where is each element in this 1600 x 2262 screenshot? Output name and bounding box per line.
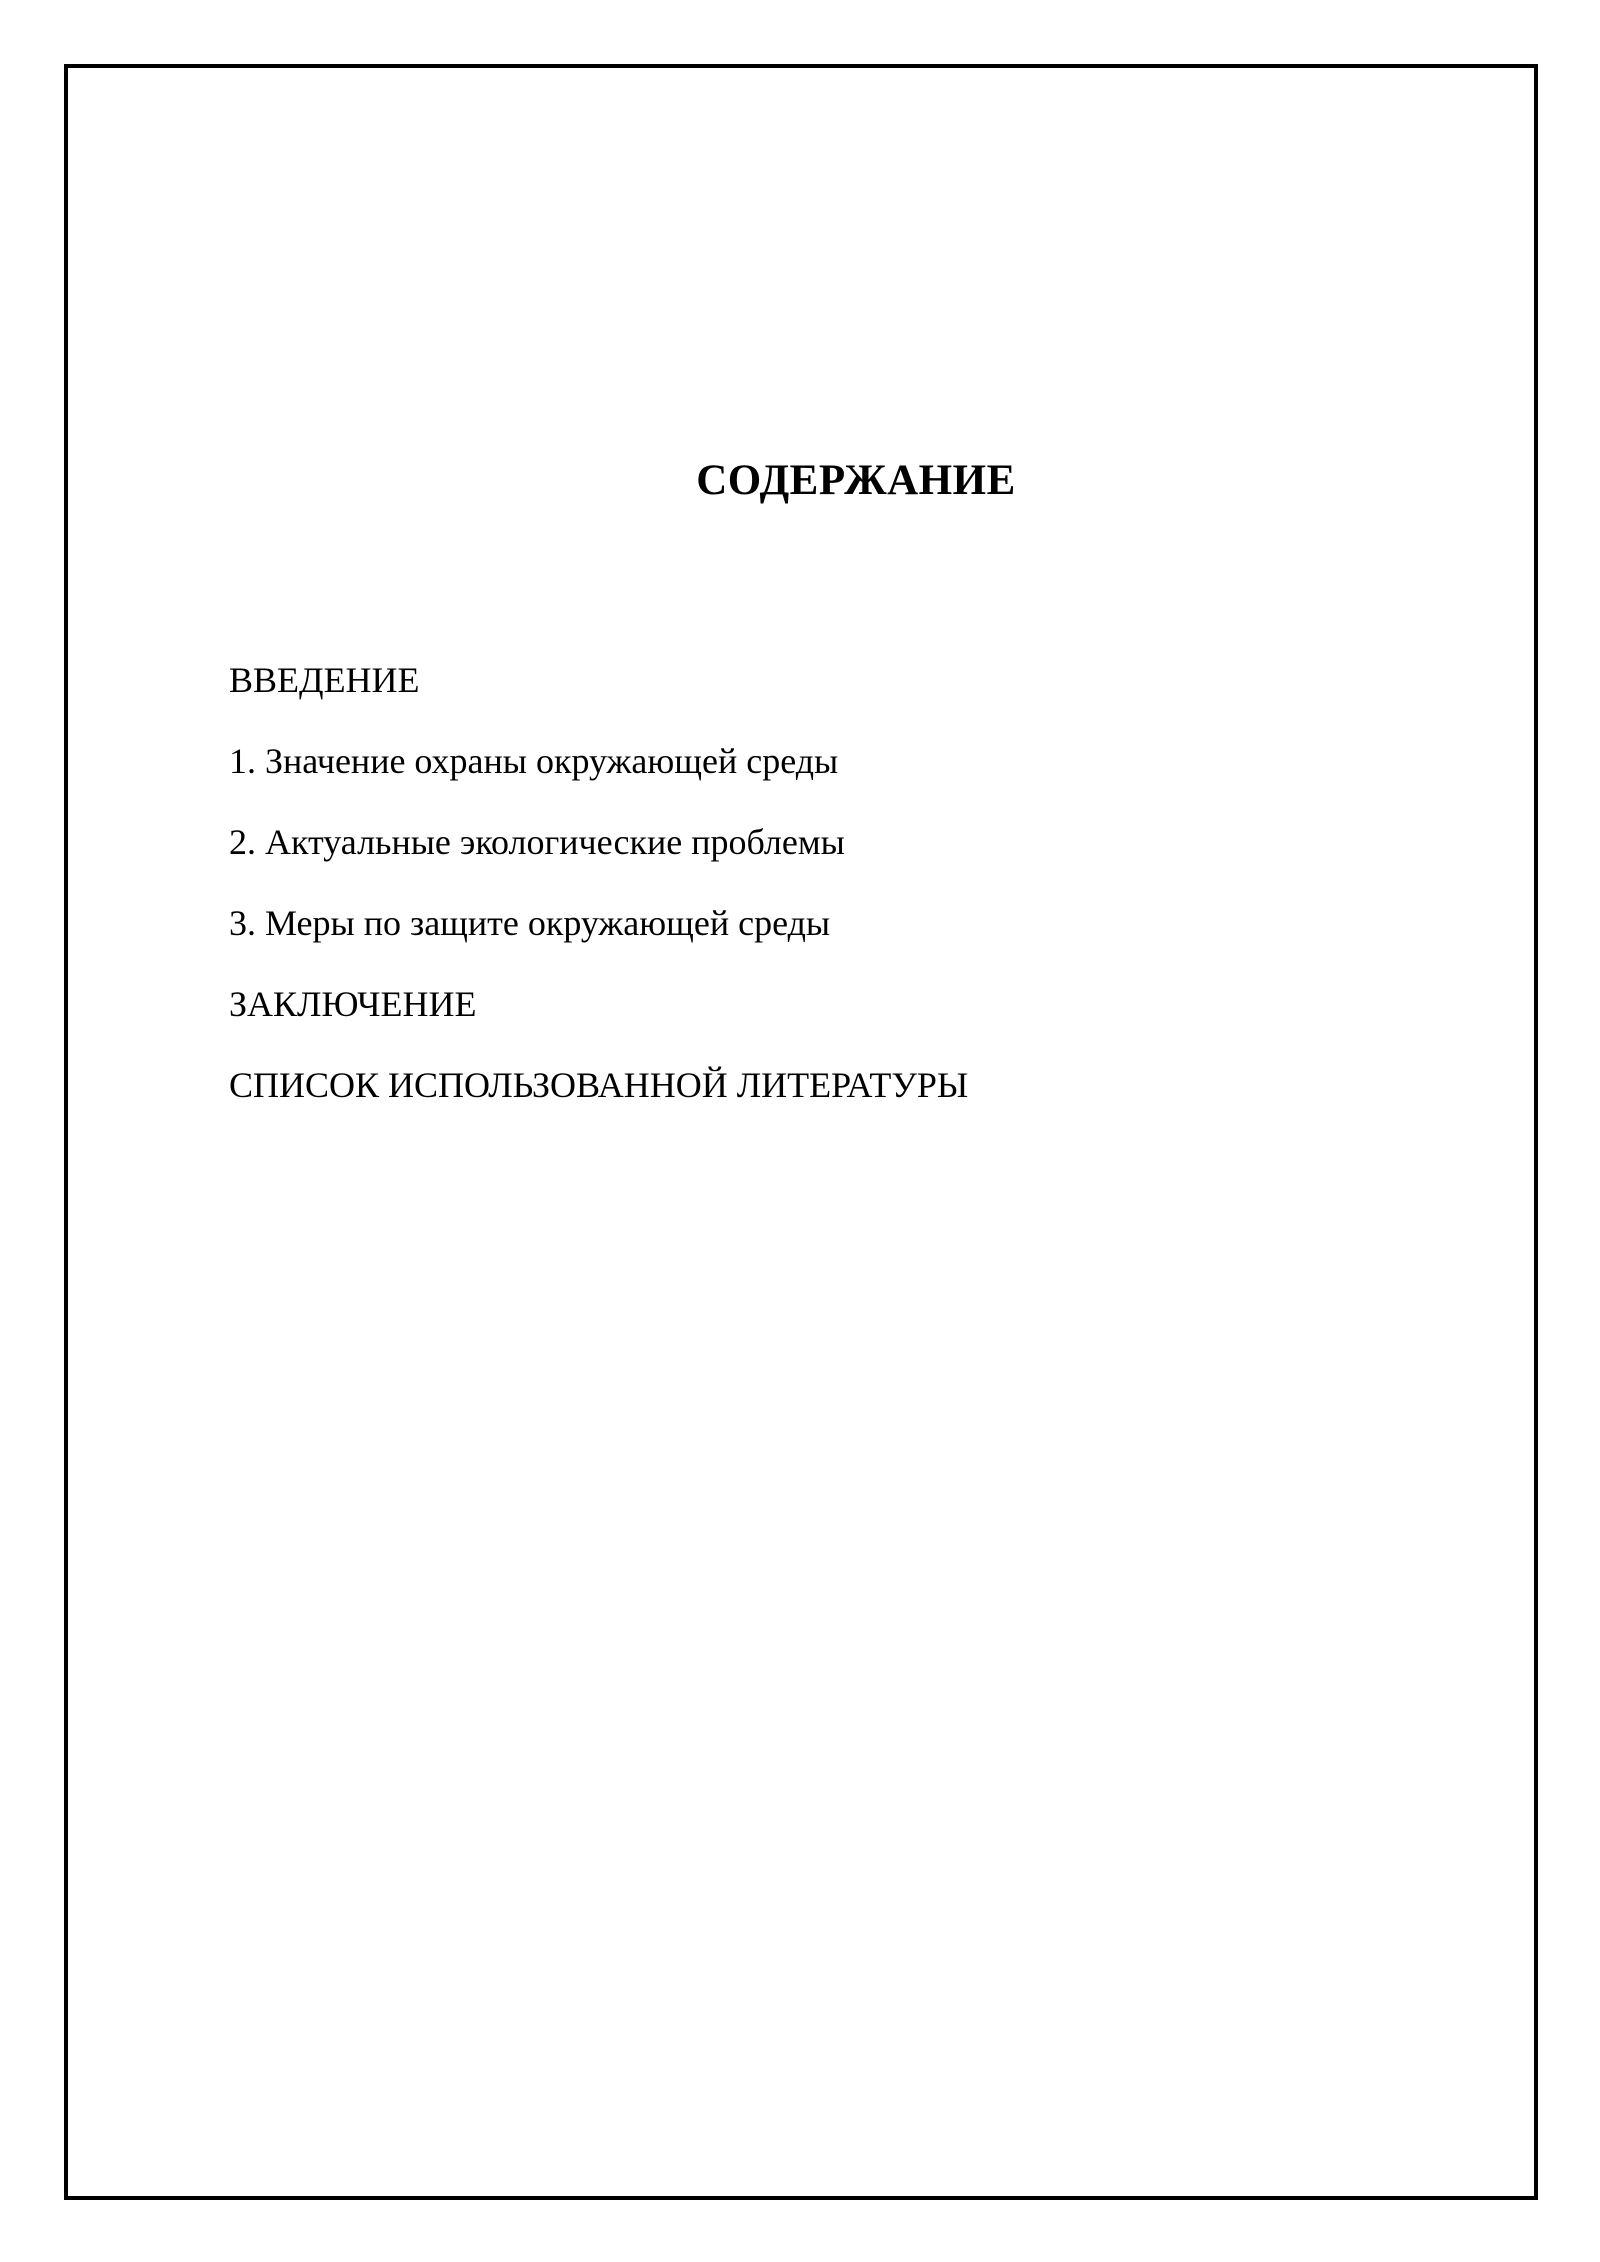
table-of-contents (229, 640, 968, 1126)
toc-item-section-1: 1. Значение охраны окружающей среды (229, 741, 839, 781)
toc-item-section-3: 3. Меры по защите окружающей среды (229, 903, 831, 943)
toc-item-section-2: 2. Актуальные экологические проблемы (229, 822, 845, 862)
page-title: СОДЕРЖАНИЕ (696, 457, 1016, 504)
toc-item-references: СПИСОК ИСПОЛЬЗОВАННОЙ ЛИТЕРАТУРЫ (229, 1065, 969, 1105)
page-border (64, 64, 1538, 2200)
toc-item-conclusion: ЗАКЛЮЧЕНИЕ (229, 984, 477, 1024)
toc-item-introduction: ВВЕДЕНИЕ (229, 660, 420, 700)
